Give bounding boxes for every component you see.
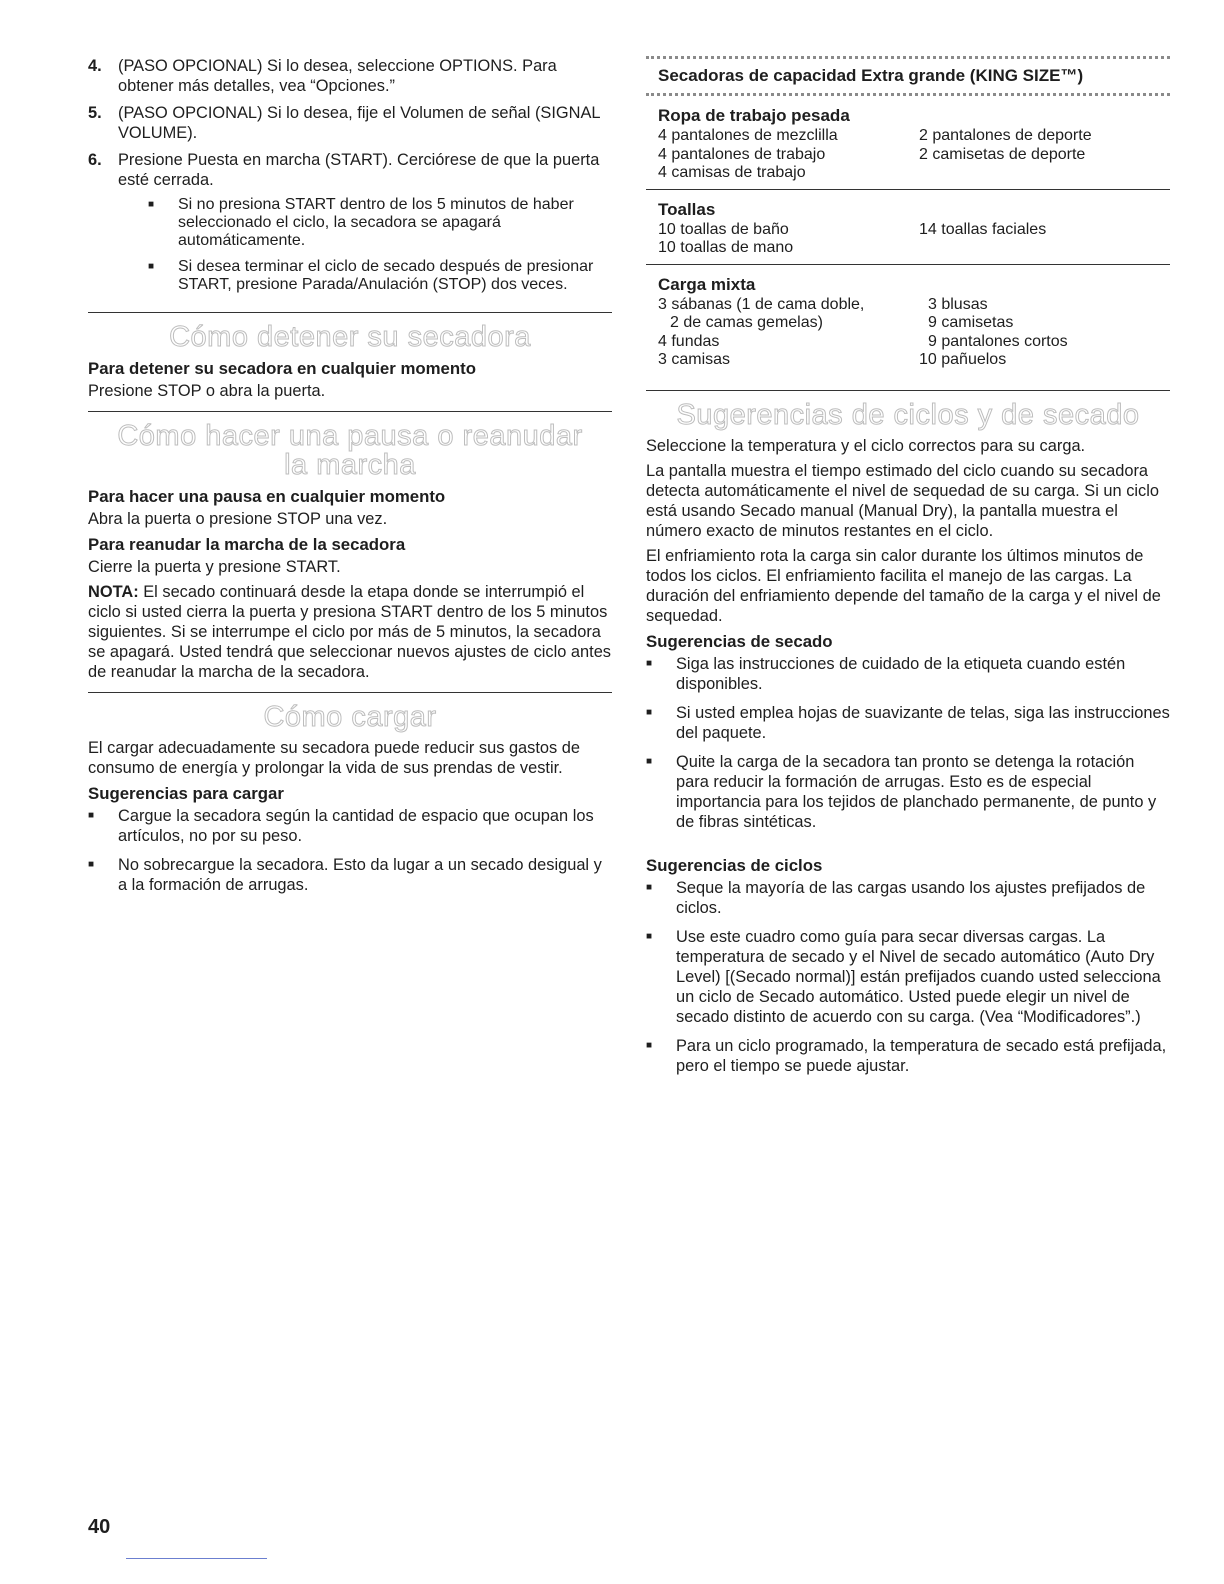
step6-bullets (148, 196, 612, 294)
square-bullet-icon: ■ (646, 1039, 653, 1051)
stop-text: Presione STOP o abra la puerta. (88, 382, 326, 400)
group-column: 4 pantalones de mezclilla 4 pantalones de trabajo 4 camisas de trabajo (658, 127, 838, 181)
step-text: (PASO OPCIONAL) Si lo desea, fije el Volumen de señal (SIGNAL VOLUME). (118, 104, 600, 142)
section-title-load: Cómo cargar (263, 701, 437, 733)
square-bullet-icon: ■ (88, 810, 95, 821)
left-column (88, 56, 612, 904)
section-title-pause: Cómo hacer una pausa o reanudar la marcha (117, 420, 583, 481)
dotted-divider (646, 56, 1170, 59)
step-number: 4. (88, 57, 102, 75)
square-bullet-icon: ■ (646, 881, 653, 893)
page-number: 40 (88, 1516, 111, 1538)
load-heading: Sugerencias para cargar (88, 784, 284, 803)
step-item (88, 56, 612, 96)
tips-p3: El enfriamiento rota la carga sin calor durante los últimos minutos de todos los ciclos. El enfriamiento facilita el manejo de las cargas. La duración del enfriamiento depende del tamaño de la carga y el nivel de sequedad. (646, 546, 1161, 625)
list-item: ■ Para un ciclo programado, la temperatura de secado está prefijada, pero el tiempo se puede ajustar. (646, 1036, 1167, 1075)
step-text: Presione Puesta en marcha (START). Cerciórese de que la puerta esté cerrada. (118, 151, 600, 189)
section-divider (88, 692, 612, 693)
list-item: ■ Siga las instrucciones de cuidado de la etiqueta cuando estén disponibles. (646, 654, 1126, 693)
footer-rule (126, 1558, 267, 1559)
step-item (88, 150, 612, 302)
step-text: (PASO OPCIONAL) Si lo desea, seleccione OPTIONS. Para obtener más detalles, vea “Opciones.” (118, 57, 557, 95)
step-number: 5. (88, 104, 102, 122)
square-bullet-icon: ■ (646, 706, 653, 718)
list-item: ■ Seque la mayoría de las cargas usando los ajustes prefijados de ciclos. (646, 878, 1146, 917)
note-paragraph (88, 582, 612, 682)
square-bullet-icon: ■ (148, 261, 155, 272)
section-divider (88, 312, 612, 313)
drying-heading: Sugerencias de secado (646, 631, 833, 651)
load-group-towels: Toallas 10 toallas de baño 10 toallas de mano 14 toallas faciales (646, 190, 1170, 264)
list-item: ■ Use este cuadro como guía para secar diversas cargas. La temperatura de secado y el Nivel de secado automático (Auto Dry Level) [(Secado normal)] están prefijados cuando usted selecciona un ciclo de Secado automático. Usted puede elegir un nivel de secado distinto de acuerdo con su carga. (Vea “Modificadores”.) (646, 927, 1161, 1026)
pause-heading: Para hacer una pausa en cualquier momento (88, 487, 446, 506)
section-divider (88, 411, 612, 412)
king-size-title: Secadoras de capacidad Extra grande (KING SIZE™) (658, 66, 1084, 85)
square-bullet-icon: ■ (646, 755, 653, 767)
square-bullet-icon: ■ (148, 199, 155, 210)
load-group-mixed: Carga mixta 3 sábanas (1 de cama doble, 2 de camas gemelas) 4 fundas 3 camisas 3 blusas 9 camisetas 9 pantalones cortos 10 pañuelos (646, 265, 1170, 376)
list-item: ■ Cargue la secadora según la cantidad de espacio que ocupan los artículos, no por su peso. (88, 807, 594, 845)
group-column: 14 toallas faciales (919, 220, 1047, 238)
square-bullet-icon: ■ (646, 930, 653, 942)
load-intro: El cargar adecuadamente su secadora puede reducir sus gastos de consumo de energía y prolongar la vida de sus prendas de vestir. (88, 739, 581, 777)
stop-heading: Para detener su secadora en cualquier momento (88, 359, 476, 378)
resume-heading: Para reanudar la marcha de la secadora (88, 535, 406, 554)
cycle-heading: Sugerencias de ciclos (646, 855, 823, 875)
load-bullets (88, 806, 612, 895)
note-text: El secado continuará desde la etapa donde se interrumpió el ciclo si usted cierra la puerta y presiona START dentro de los 5 minutos siguientes. Si se interrumpe el ciclo por más de 5 minutos, la secadora se apagará. Usted tendrá que seleccionar nuevos ajustes de ciclo antes de reanudar la marcha de la secadora. (88, 583, 612, 681)
group-column: 2 pantalones de deporte 2 camisetas de deporte (919, 127, 1092, 163)
pause-text: Abra la puerta o presione STOP una vez. (88, 510, 388, 528)
step-item (88, 103, 612, 143)
group-column: 10 toallas de baño 10 toallas de mano (658, 220, 794, 256)
square-bullet-icon: ■ (646, 657, 653, 669)
steps-list (88, 56, 612, 302)
list-item: ■ Si usted emplea hojas de suavizante de telas, siga las instrucciones del paquete. (646, 703, 1170, 742)
group-column: 3 sábanas (1 de cama doble, 2 de camas gemelas) 4 fundas 3 camisas (658, 295, 865, 368)
list-item: ■ Quite la carga de la secadora tan pronto se detenga la rotación para reducir la formación de arrugas. Esto es de especial importancia para los tejidos de planchado permanente, de punto y de fibras sintéticas. (646, 752, 1157, 831)
list-item: ■ Si desea terminar el ciclo de secado después de presionar START, presione Parada/Anulación (STOP) dos veces. (148, 258, 594, 293)
tips-p1: Seleccione la temperatura y el ciclo correctos para su carga. (646, 436, 1086, 455)
right-column (646, 56, 1170, 1085)
tips-p2: La pantalla muestra el tiempo estimado del ciclo cuando su secadora detecta automáticamente el nivel de sequedad de su carga. Si un ciclo está usando Secado manual (Manual Dry), la pantalla muestra el número exacto de minutos restantes en el ciclo. (646, 461, 1159, 540)
group-column: 3 blusas 9 camisetas 9 pantalones cortos 10 pañuelos (919, 295, 1068, 368)
table-divider (646, 390, 1170, 391)
drying-bullets (646, 654, 1170, 832)
cycle-bullets (646, 878, 1170, 1076)
list-item: ■ No sobrecargue la secadora. Esto da lugar a un secado desigual y a la formación de arrugas. (88, 856, 602, 894)
section-title-tips: Sugerencias de ciclos y de secado (676, 398, 1140, 431)
resume-text: Cierre la puerta y presione START. (88, 558, 341, 576)
step-number: 6. (88, 151, 102, 169)
square-bullet-icon: ■ (88, 859, 95, 870)
note-label: NOTA: (88, 583, 139, 601)
section-title-stop: Cómo detener su secadora (169, 321, 531, 353)
list-item: ■ Si no presiona START dentro de los 5 minutos de haber seleccionado el ciclo, la secadora se apagará automáticamente. (148, 196, 574, 249)
load-group-workwear: Ropa de trabajo pesada 4 pantalones de mezclilla 4 pantalones de trabajo 4 camisas de trabajo 2 pantalones de deporte 2 camisetas de deporte (646, 96, 1170, 189)
